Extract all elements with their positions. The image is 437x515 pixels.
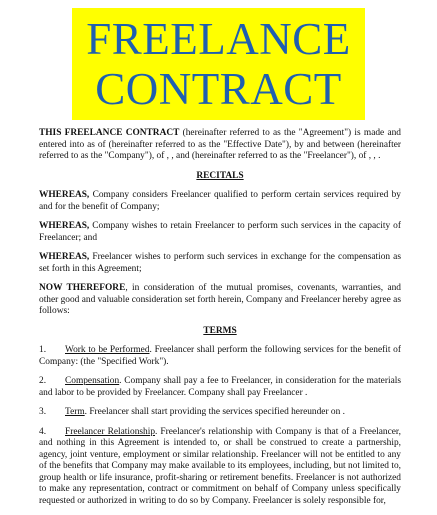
title-line-1: FREELANCE [86, 14, 351, 64]
term-item [39, 407, 401, 419]
term-title: Term [65, 407, 85, 417]
term-item [39, 376, 401, 399]
recital-text: Freelancer wishes to perform such services in exchange for the compensation as set forth in this Agreement; [39, 252, 401, 274]
recitals-heading: RECITALS [196, 170, 244, 181]
recital-paragraph [39, 252, 401, 275]
intro-text: (hereinafter referred to as the "Agreement") is made and entered into as of (hereinafter referred to as the "Effective Date"), by and between (hereinafter referred to as the "Company"), of , , and (hereinafter referred to as the "Freelancer"), of , , . [39, 128, 401, 161]
term-item [39, 427, 401, 508]
term-text: . Freelancer shall perform the following services for the benefit of Company: (the "Specified Work"). [39, 345, 401, 367]
intro-paragraph [39, 128, 401, 163]
term-number: 2. [39, 376, 47, 386]
term-number: 1. [39, 345, 47, 355]
title-line-2: CONTRACT [95, 64, 342, 114]
now-therefore-paragraph [39, 283, 401, 318]
term-title: Freelancer Relationship [65, 426, 156, 437]
term-text: . Company shall pay a fee to Freelancer, in consideration for the materials and labor to be provided by Freelancer. Company shall pay Freelancer . [39, 376, 401, 398]
recital-paragraph [39, 190, 401, 213]
recital-paragraph [39, 221, 401, 244]
recital-lead: WHEREAS, [39, 190, 90, 200]
term-title: Compensation [65, 376, 120, 386]
recital-lead: WHEREAS, [39, 221, 90, 231]
term-title: Work to be Performed [65, 345, 150, 355]
term-text: . Freelancer's relationship with Company is that of a Freelancer, and nothing in this Agreement is intended to, or shall be construed to create a partnership, agency, joint venture, employment or similar relationship. Freelancer will not be entitled to any of the benefits that Company may make available to its employees, including, but not limited to, group health or life insurance, profit-sharing or retirement benefits. Freelancer is not authorized to make any representation, contract or commitment on behalf of Company unless specifically requested or authorized in writing to do so by Company. Freelancer is solely responsible for, [39, 426, 401, 506]
term-number: 4. [39, 426, 47, 437]
title-banner [72, 8, 365, 120]
recital-text: Company wishes to retain Freelancer to perform such services in the capacity of Freelancer; and [39, 221, 401, 243]
term-item [39, 345, 401, 368]
now-therefore-text: , in consideration of the mutual promises, covenants, warranties, and other good and valuable consideration set forth herein, Company and Freelancer hereby agree as follows: [39, 283, 401, 316]
contract-body [39, 128, 401, 515]
recital-text: Company considers Freelancer qualified to perform certain services required by and for the benefit of Company; [39, 190, 401, 212]
intro-lead: THIS FREELANCE CONTRACT [39, 128, 180, 138]
terms-heading: TERMS [203, 325, 237, 336]
term-text: . Freelancer shall start providing the services specified hereunder on . [84, 407, 345, 417]
term-number: 3. [39, 407, 47, 417]
recital-lead: WHEREAS, [39, 252, 90, 262]
now-therefore-lead: NOW THEREFORE [39, 283, 126, 293]
